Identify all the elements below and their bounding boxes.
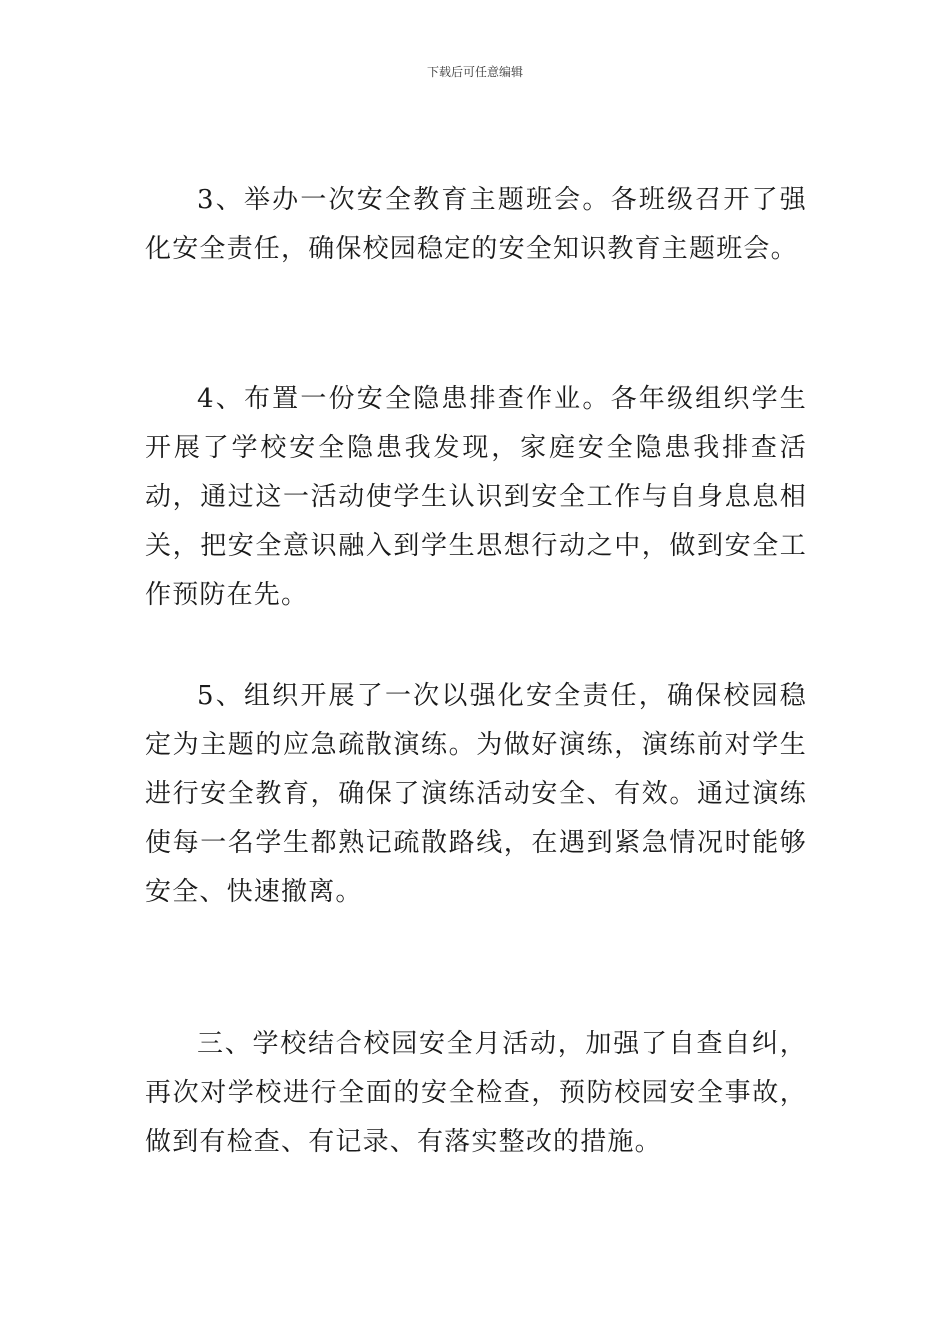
paragraph-item-3-class-meeting: 3、举办一次安全教育主题班会。各班级召开了强化安全责任，确保校园稳定的安全知识教育主题班会。 — [145, 185, 807, 264]
paragraph-section-3-self-inspection: 三、学校结合校园安全月活动，加强了自查自纠，再次对学校进行全面的安全检查，预防校园安全事故，做到有检查、有记录、有落实整改的措施。 — [145, 1029, 807, 1157]
page-header-note: 下载后可任意编辑 — [426, 65, 523, 79]
paragraph-item-4-hazard-check-homework: 4、布置一份安全隐患排查作业。各年级组织学生开展了学校安全隐患我发现，家庭安全隐患我排查活动，通过这一活动使学生认识到安全工作与自身息息相关，把安全意识融入到学生思想行动之中，做到安全工作预防在先。 — [145, 384, 807, 610]
paragraph-item-5-evacuation-drill: 5、组织开展了一次以强化安全责任，确保校园稳定为主题的应急疏散演练。为做好演练，演练前对学生进行安全教育，确保了演练活动安全、有效。通过演练使每一名学生都熟记疏散路线，在遇到紧急情况时能够安全、快速撤离。 — [145, 681, 807, 907]
